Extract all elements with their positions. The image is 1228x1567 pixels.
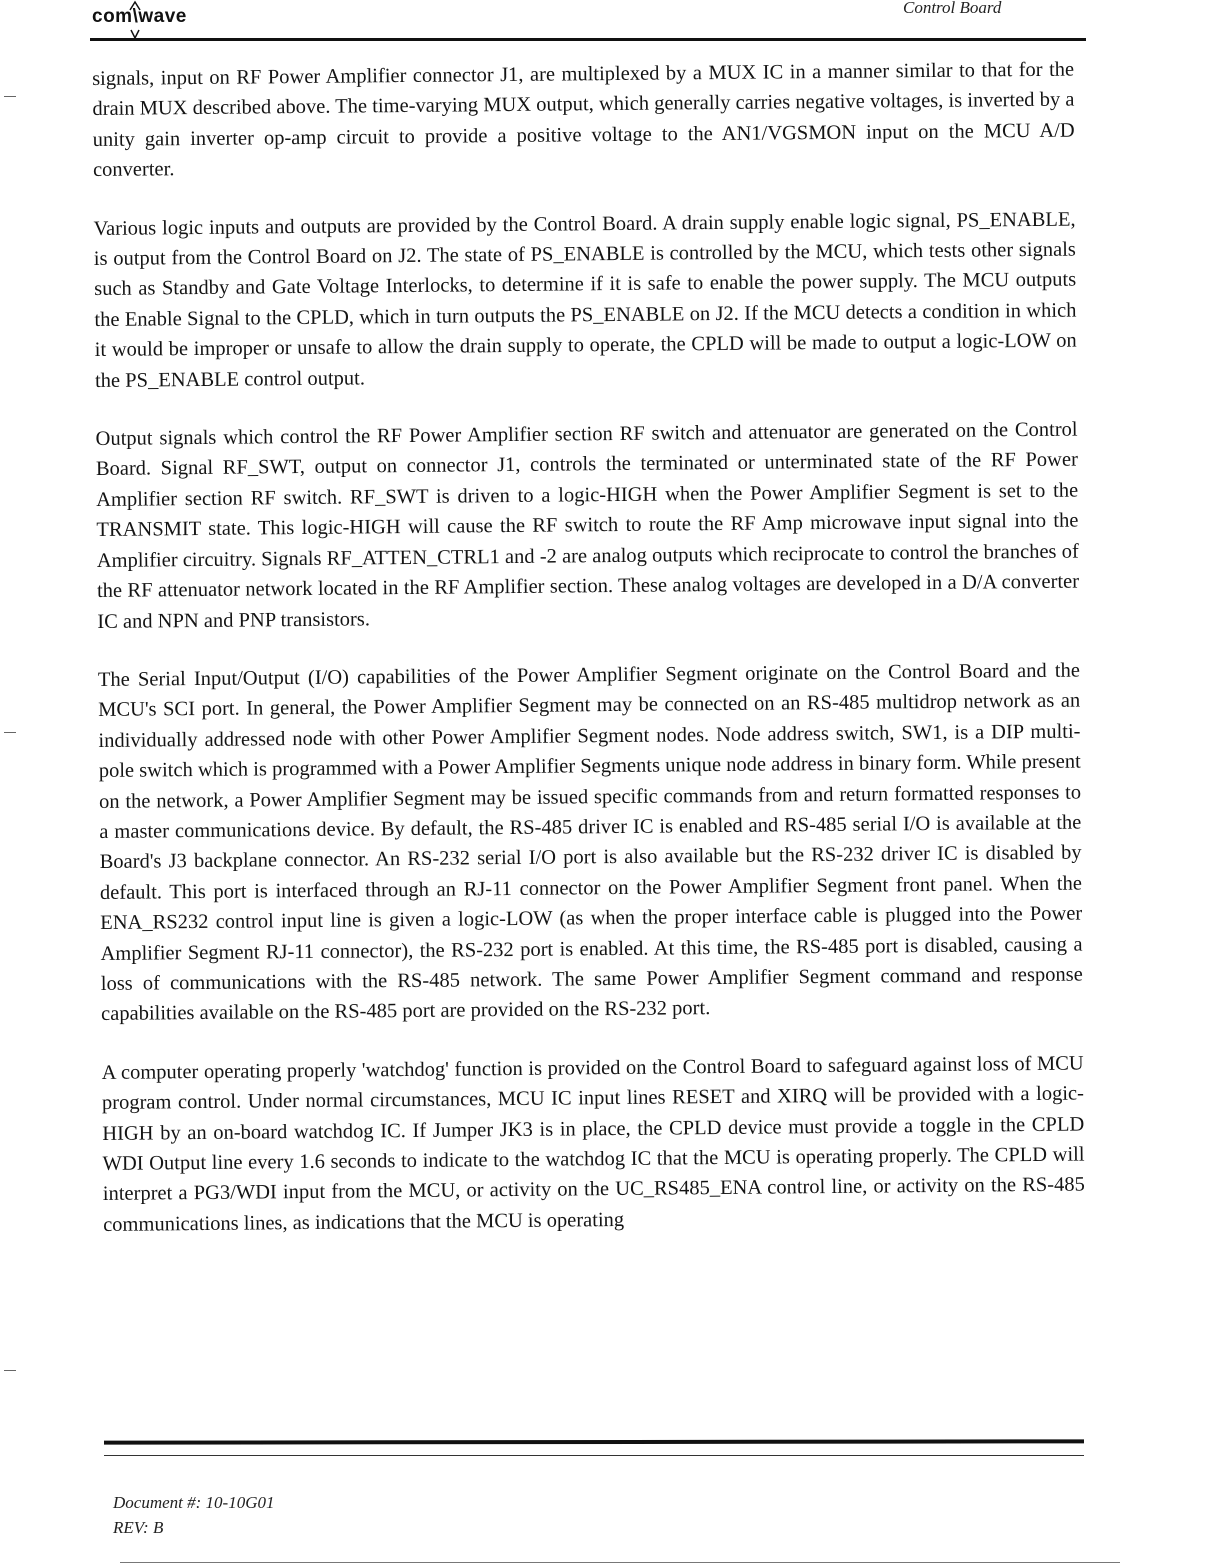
paragraph-serial-io: The Serial Input/Output (I/O) capabilities of the Power Amplifier Segment originate on the Control Board and the MCU's SCI port. In general, the Power Amplifier Segment may be connected on an RS-485 multidrop network as an individually addressed node with other Power Amplifier Segment nodes. Node address switch, SW1, is a DIP multi-pole switch which is programmed with a Power Amplifier Segments unique node address in binary form. While present on the network, a Power Amplifier Segment may be issued specific commands from and return formatted responses to a master communications device. By default, the RS-485 driver IC is enabled and RS-485 serial I/O is available at the Board's J3 backplane connector. An RS-232 serial I/O port is also available but the RS-232 driver IC is disabled by default. This port is interfaced through an RJ-11 connector on the Power Amplifier Segment front panel. When the ENA_RS232 control input line is given a logic-LOW (as when the proper interface cable is plugged into the Power Amplifier Segment RJ-11 connector), the RS-232 port is enabled. At this time, the RS-485 port is disabled, causing a loss of communications with the RS-485 network. The same Power Amplifier Segment command and response capabilities available on the RS-485 port are provided on the RS-232 port. — [97, 659, 1083, 1026]
header-title: Control Board — [903, 0, 1002, 17]
page-bottom-line — [120, 1562, 1120, 1563]
scan-edge-mark — [4, 96, 16, 97]
revision: REV: B — [113, 1518, 164, 1537]
logo-text: com\wave — [92, 6, 187, 27]
scan-edge-mark — [4, 732, 16, 733]
paragraph-rf-control: Output signals which control the RF Power Amplifier section RF switch and attenuator are generated on the Control Board. Signal RF_SWT, output on connector J1, controls the terminated or unterminated state of the RF Power Amplifier section RF switch. RF_SWT is driven to a logic-HIGH when the Power Amplifier Segment is set to the TRANSMIT state. This logic-HIGH will cause the RF switch to route the RF Amp microwave input signal into the Amplifier circuitry. Signals RF_ATTEN_CTRL1 and -2 are analog outputs which reciprocate to control the branches of the RF attenuator network located in the RF Amplifier section. These analog voltages are developed in a D/A converter IC and NPN and PNP transistors. — [95, 418, 1080, 633]
footer-rule-thin — [104, 1455, 1084, 1456]
document-number: Document #: 10-10G01 — [113, 1493, 275, 1512]
logo-wave-icon — [128, 0, 142, 40]
scan-edge-mark — [4, 1370, 16, 1371]
body-text — [92, 55, 1086, 1269]
footer — [113, 1490, 274, 1540]
paragraph-mux-signals: signals, input on RF Power Amplifier connector J1, are multiplexed by a MUX IC in a manner similar to that for the drain MUX described above. The time-varying MUX output, which generally carries negative voltages, is inverted by a unity gain inverter op-amp circuit to provide a positive voltage to the AN1/VGSMON input on the MCU A/D converter. — [92, 58, 1075, 182]
footer-rule-thick — [104, 1439, 1084, 1444]
header-rule — [90, 38, 1086, 41]
paragraph-watchdog: A computer operating properly 'watchdog' function is provided on the Control Board to safeguard against loss of MCU program control. Under normal circumstances, MCU IC input lines RESET and XIRQ will be provided with a logic-HIGH by an on-board watchdog IC. If Jumper JK3 is in place, the CPLD device must provide a toggle in the CPLD WDI Output line every 1.6 seconds to indicate to the watchdog IC that the MCU is operating properly. The CPLD will interpret a PG3/WDI input from the MCU, or activity on the UC_RS485_ENA control line, or activity on the RS-485 communications lines, as indications that the MCU is operating — [101, 1052, 1085, 1236]
paragraph-logic-io: Various logic inputs and outputs are provided by the Control Board. A drain supply enable logic signal, PS_ENABLE, is output from the Control Board on J2. The state of PS_ENABLE is controlled by the MCU, which tests other signals such as Standby and Gate Voltage Interlocks, to determine if it is safe to enable the power supply. The MCU outputs the Enable Signal to the CPLD, which in turn outputs the PS_ENABLE on J2. If the MCU detects a condition in which it would be improper or unsafe to allow the drain supply to operate, the CPLD will be made to output a logic-LOW on the PS_ENABLE control output. — [93, 208, 1077, 392]
company-logo — [92, 6, 187, 28]
